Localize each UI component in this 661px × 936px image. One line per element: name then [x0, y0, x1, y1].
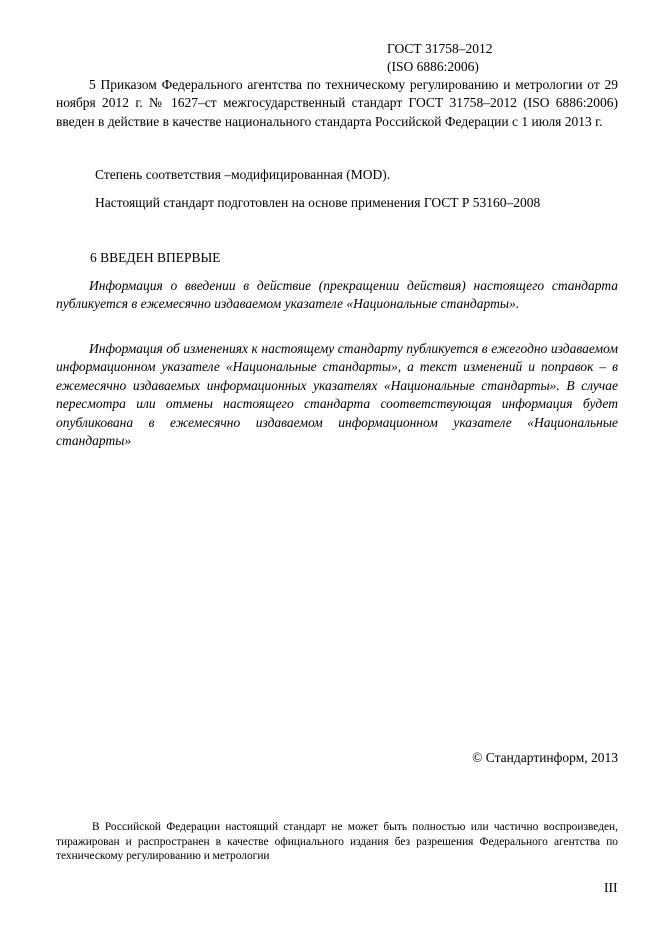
- info-paragraph-1: Информация о введении в действие (прекращении действия) настоящего стандарта публикуется в ежемесячно издаваемом указателе «Национальные стандарты».: [56, 278, 618, 312]
- iso-reference: (ISO 6886:2006): [387, 59, 479, 74]
- page-number: III: [604, 880, 618, 895]
- conformity-degree: Степень соответствия –модифицированная (MOD).: [95, 167, 391, 182]
- copyright-notice: © Стандартинформ, 2013: [472, 750, 618, 765]
- standard-number: ГОСТ 31758–2012: [387, 41, 493, 56]
- document-header: [387, 40, 493, 76]
- standard-basis: Настоящий стандарт подготовлен на основе применения ГОСТ Р 53160–2008: [95, 195, 541, 210]
- section-5-paragraph: 5 Приказом Федерального агентства по техническому регулированию и метрологии от 29 ноября 2012 г. № 1627–ст межгосударственный стандарт ГОСТ 31758–2012 (ISO 6886:2006) введен в действие в качестве национального стандарта Российской Федерации с 1 июля 2013 г.: [56, 77, 618, 129]
- info-paragraph-2: Информация об изменениях к настоящему стандарту публикуется в ежегодно издаваемом информационном указателе «Национальные стандарты», а текст изменений и поправок – в ежемесячно издаваемых информационных указателях «Национальные стандарты». В случае пересмотра или отмены настоящего стандарта соответствующая информация будет опубликована в ежемесячно издаваемом информационном указателе «Национальные стандарты»: [56, 341, 618, 449]
- footer-notice: В Российской Федерации настоящий стандарт не может быть полностью или частично воспроизведен, тиражирован и распространен в качестве официального издания без разрешения Федерального агентства по техническому регулированию и метрологии: [56, 821, 618, 863]
- section-6-heading: 6 ВВЕДЕН ВПЕРВЫЕ: [90, 250, 221, 265]
